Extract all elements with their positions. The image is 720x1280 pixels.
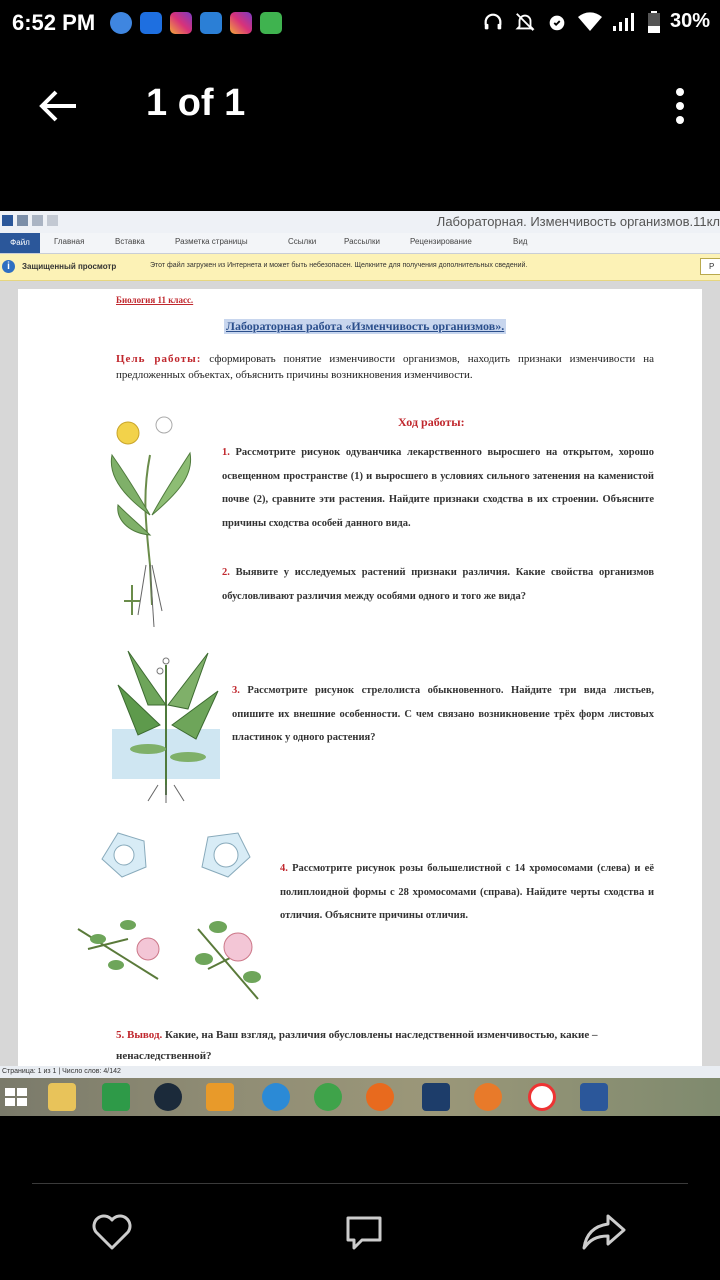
task-1-number: 1. [222, 447, 230, 458]
store-icon [102, 1083, 130, 1111]
doc-header: Биология 11 класс. [116, 295, 194, 305]
android-app-icon [260, 12, 282, 34]
status-app-icons [110, 12, 282, 34]
redo-icon [47, 215, 58, 226]
rose-illustration [68, 829, 268, 1009]
arrowhead-plant-illustration [108, 645, 224, 805]
signal-icon [612, 12, 638, 32]
goal-paragraph [116, 351, 654, 383]
doc-title: Лабораторная работа «Изменчивость организмов». [226, 319, 505, 333]
like-heart-icon[interactable] [88, 1208, 136, 1256]
task-2-number: 2. [222, 567, 230, 578]
firefox-icon [366, 1083, 394, 1111]
conclusion-label: 5. Вывод. [116, 1029, 163, 1041]
comment-icon[interactable] [340, 1208, 388, 1256]
document-page [18, 289, 702, 1066]
ribbon-tab: Разметка страницы [175, 237, 248, 246]
windows-taskbar [0, 1078, 720, 1116]
instagram-icon [230, 12, 252, 34]
screenshot-image[interactable] [0, 211, 720, 1116]
ribbon-file-tab: Файл [0, 233, 40, 253]
goal-text: сформировать понятие изменчивости организмов, находить признаки изменчивости на предложенных объектах, объяснить причины возникновения изменчивости. [116, 353, 654, 381]
goal-label: Цель работы: [116, 353, 202, 365]
enable-editing-button: Р [700, 258, 720, 275]
protected-view-title: Защищенный просмотр [22, 262, 117, 271]
status-right [482, 10, 710, 33]
page-count: 1 of 1 [146, 82, 246, 124]
back-arrow-icon[interactable] [36, 84, 80, 128]
save-icon [17, 215, 28, 226]
ribbon-tab: Рассылки [344, 237, 380, 246]
undo-icon [32, 215, 43, 226]
word-document-title: Лабораторная. Изменчивость организмов.11кл [436, 214, 720, 229]
more-options-icon[interactable] [670, 84, 690, 128]
battery-icon [648, 11, 660, 33]
orange-app-icon [474, 1083, 502, 1111]
task-1-text: Рассмотрите рисунок одуванчика лекарственного выросшего на открытом, хорошо освещенном пространстве (1) и выросшего в условиях сильного затенения на каменистой почве (2), сравните эти растения. Найдите признаки сходства в их строении. Объясните причины сходства особей данного вида. [222, 447, 654, 529]
utorrent-icon [314, 1083, 342, 1111]
task-4-number: 4. [280, 863, 288, 874]
protected-view-message: Этот файл загружен из Интернета и может быть небезопасен. Щелкните для получения дополнительных сведений. [150, 262, 528, 269]
ribbon-tab: Вставка [115, 237, 145, 246]
task-2 [222, 561, 654, 608]
sync-app-icon [110, 12, 132, 34]
file-explorer-icon [48, 1083, 76, 1111]
ribbon-tab: Ссылки [288, 237, 317, 246]
word-ribbon [0, 233, 720, 254]
dandelion-illustration [102, 415, 202, 631]
task-3-text: Рассмотрите рисунок стрелолиста обыкновенного. Найдите три вида листьев, опишите их внешние особенности. С чем связано возникновение трёх форм листовых пластинок у одного растения? [232, 685, 654, 743]
messages-app-icon [200, 12, 222, 34]
status-bar [0, 0, 720, 48]
instagram-icon [170, 12, 192, 34]
task-3 [232, 679, 654, 750]
edge-icon [262, 1083, 290, 1111]
steam-icon [154, 1083, 182, 1111]
task-4-text: Рассмотрите рисунок розы большелистной с 14 хромосомами (слева) и её полиплоидной формы с 28 хромосомами (справа). Найдите черты сходства и отличия. Объясните причины отличия. [280, 863, 654, 921]
windows-start-icon [2, 1083, 30, 1111]
bottom-divider [32, 1183, 688, 1184]
battery-percent: 30% [669, 10, 710, 32]
ribbon-tab: Рецензирование [410, 237, 472, 246]
ribbon-tab: Вид [513, 237, 528, 246]
app-icon [422, 1083, 450, 1111]
conclusion [116, 1025, 656, 1066]
conclusion-text: Какие, на Ваш взгляд, различия обусловлены наследственной изменчивостью, какие – ненаследственной? [116, 1029, 598, 1062]
mute-notifications-icon [514, 11, 536, 33]
task-3-number: 3. [232, 685, 240, 696]
protected-view-bar [0, 254, 720, 281]
word-title-bar [0, 211, 720, 233]
task-1 [222, 441, 654, 535]
info-icon: i [2, 260, 15, 273]
ribbon-tab: Главная [54, 237, 85, 246]
word-status-line: Страница: 1 из 1 | Число слов: 4/142 [0, 1066, 720, 1078]
word-app-icon [2, 215, 13, 226]
task-4 [280, 857, 654, 928]
share-icon[interactable] [580, 1208, 628, 1256]
media-player-icon [206, 1083, 234, 1111]
word-icon [580, 1083, 608, 1111]
task-2-text: Выявите у исследуемых растений признаки различия. Какие свойства организмов обусловливают различия между особями одного и того же вида? [222, 567, 654, 602]
yandex-browser-icon [528, 1083, 556, 1111]
quick-access-toolbar [2, 215, 58, 226]
wifi-icon [578, 12, 602, 32]
alarm-icon [546, 11, 568, 33]
blue-app-icon [140, 12, 162, 34]
progress-heading: Ход работы: [398, 415, 465, 429]
status-time: 6:52 PM [12, 10, 96, 35]
headphones-icon [482, 11, 504, 33]
